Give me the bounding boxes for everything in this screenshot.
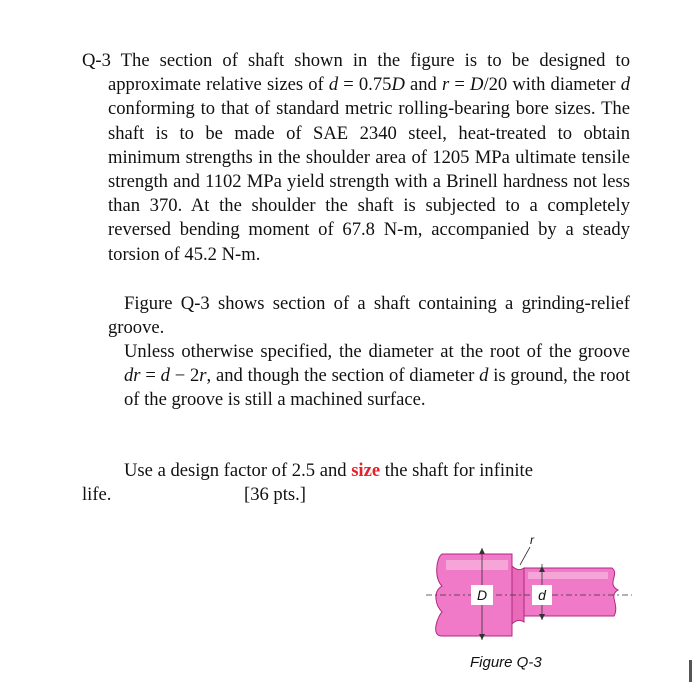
shaft-highlight: [528, 572, 608, 579]
text-segment: =: [140, 365, 161, 387]
life-text: life.: [82, 484, 112, 505]
label-r: r: [530, 533, 534, 547]
text-segment: =: [449, 74, 470, 96]
points-label: [36 pts.]: [244, 484, 306, 505]
highlight-size: size: [351, 460, 381, 481]
text-cursor: [689, 660, 692, 682]
text-segment: Unless otherwise specified, the diameter at the root of the groove: [124, 341, 630, 362]
text-segment: the shaft for infinite: [380, 460, 533, 481]
question-paragraph-4: [124, 459, 644, 483]
shaft-highlight: [446, 560, 508, 570]
question-paragraph-2: Figure Q-3 shows section of a shaft containing a grinding-relief groove.: [108, 293, 630, 339]
text-segment: Q-3 The section of shaft shown in the figure is to be designed to approximate relative sizes of: [82, 50, 630, 96]
var-d: d: [328, 74, 339, 96]
var-d: d: [620, 74, 630, 96]
label-D: D: [476, 587, 488, 603]
text-segment: is ground, the root of the groove is still a machined surface.: [124, 365, 630, 411]
text-segment: = 0.75: [338, 74, 392, 96]
var-D: D: [470, 74, 484, 96]
var-r: r: [442, 74, 450, 96]
var-d: d: [479, 365, 489, 387]
var-D: D: [391, 74, 405, 96]
figure-caption: Figure Q-3: [470, 654, 542, 671]
text-segment: , and though the section of diameter: [206, 365, 480, 387]
question-paragraph-3: [124, 340, 630, 413]
label-d: d: [538, 587, 546, 603]
text-segment: − 2: [169, 365, 200, 387]
text-segment: conforming to that of standard metric rolling-bearing bore sizes. The shaft is to be made of SAE 2340 steel, heat-treated to obtain minimum strengths in the shoulder area of 1205 MPa ultimate tensile strength and 1102 MPa yield strength with a Brinell hardness not less than 370. At the shoulder the shaft is subjected to a completely reversed bending moment of 67.8 N-m, accompanied by a steady torsion of 45.2 N-m.: [108, 98, 630, 265]
var-r: r: [199, 365, 207, 387]
text-segment: Use a design factor of 2.5 and: [124, 460, 352, 481]
text-segment: /20 with diameter: [483, 74, 621, 96]
question-paragraph-1: [82, 49, 630, 267]
leader-r: [520, 547, 530, 565]
text-segment: and: [404, 74, 442, 96]
shaft-figure: [424, 532, 634, 662]
var-d: d: [160, 365, 170, 387]
var-dr: dr: [124, 365, 141, 387]
